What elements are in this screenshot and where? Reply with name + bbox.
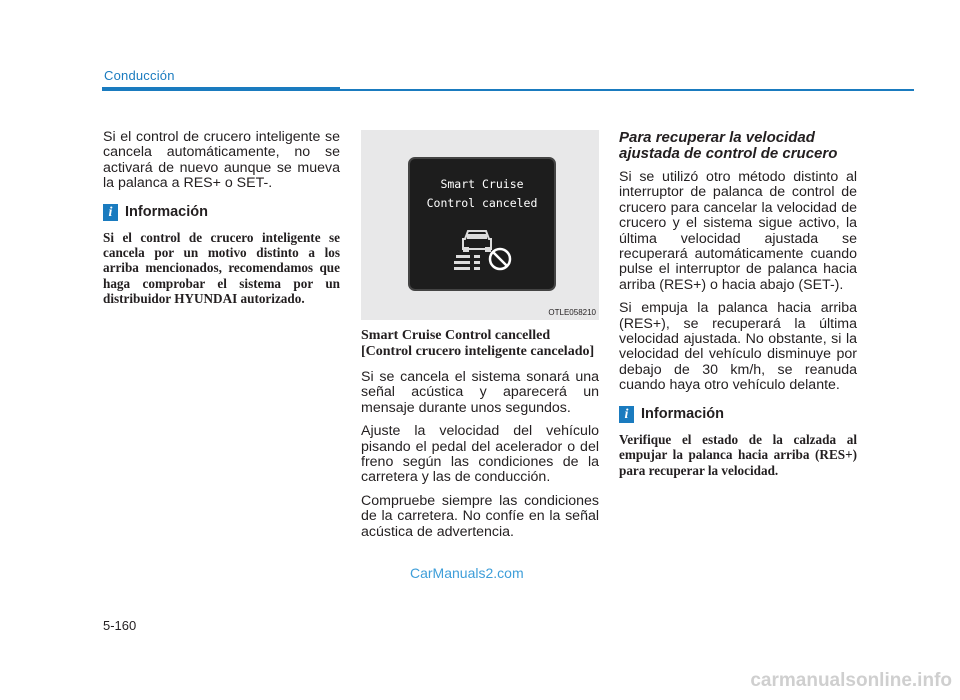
info-icon: i [619,406,634,423]
header-rule-thick [102,87,340,91]
intro-paragraph: Si el control de crucero inteligente se cancela automáticamente, no se activará de nuevo aunque se mueva la palanca a RES+ o SET-. [103,129,340,192]
figure-code: OTLE058210 [548,308,596,317]
info-title: Información [641,406,724,423]
site-watermark: carmanualsonline.info [750,670,952,691]
column-right [619,130,857,478]
cruise-canceled-car-icon [454,225,514,275]
column-left [103,130,340,307]
cluster-message-line2: Control canceled [426,196,538,210]
cluster-display [408,157,556,291]
paragraph-2: Si empuja la palanca hacia arriba (RES+), se recuperará la última velocidad ajustada. No obstante, si la velocidad del vehículo disminuye por debajo de 30 km/h, se reanuda cuando haya otro vehículo delante. [619,300,857,394]
section-title: Conducción [104,68,175,83]
page-number: 5-160 [103,618,137,633]
cluster-message [410,175,554,213]
column-middle [361,130,599,548]
paragraph-1: Si se cancela el sistema sonará una señal acústica y aparecerá un mensaje durante unos segundos. [361,369,599,416]
info-text: Verifique el estado de la calzada al empujar la palanca hacia arriba (RES+) para recuperar la velocidad. [619,431,857,478]
info-icon: i [103,204,118,221]
cluster-message-line1: Smart Cruise [440,177,524,191]
info-heading [619,406,857,423]
cluster-figure [361,130,599,320]
info-heading [103,204,340,221]
carmanuals-watermark[interactable]: CarManuals2.com [410,565,524,581]
subheading-cancelled: Smart Cruise Control cancelled [Control crucero inteligente cancelado] [361,328,595,359]
subheading-resume: Para recuperar la velocidad ajustada de control de crucero [619,129,838,162]
header-rule-thin [340,89,914,91]
info-title: Información [125,204,208,221]
info-text: Si el control de crucero inteligente se cancela por un motivo distinto a los arriba mencionados, recomendamos que haga comprobar el sistema por un distribuidor HYUNDAI autorizado. [103,229,340,307]
paragraph-2: Ajuste la velocidad del vehículo pisando el pedal del acelerador o del freno según las condiciones de la carretera y las de conducción. [361,423,599,486]
paragraph-1: Si se utilizó otro método distinto al interruptor de palanca de control de crucero para cancelar la velocidad de crucero y el sistema sigue activo, la última velocidad ajustada se recuperará automáticamente cuando pulse el interruptor de palanca hacia arriba (RES+) o hacia abajo (SET-). [619,169,857,293]
paragraph-3: Compruebe siempre las condiciones de la carretera. No confíe en la señal acústica de advertencia. [361,492,599,540]
